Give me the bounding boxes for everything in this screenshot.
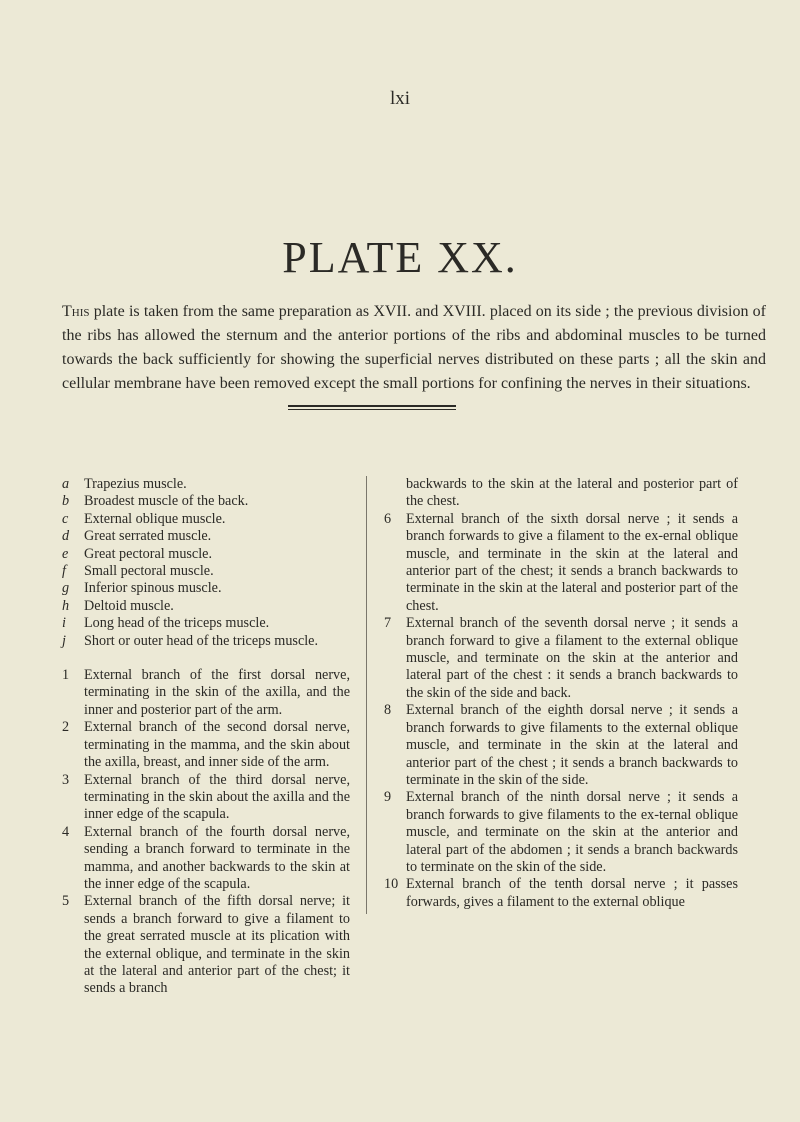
nerve-text: External branch of the second dorsal nerve, terminating in the mamma, and the skin about the axilla, breast, and inner side of the arm. (84, 719, 350, 771)
left-column (62, 476, 350, 998)
legend-key: h (62, 597, 70, 614)
double-rule-top (288, 405, 456, 407)
legend-key: j (62, 632, 66, 649)
legend-key: b (62, 493, 70, 510)
legend-item (62, 615, 350, 632)
legend-key: a (62, 476, 70, 492)
nerve-number: 1 (62, 667, 70, 684)
legend-key: i (62, 615, 66, 632)
legend-text: Deltoid muscle. (84, 597, 174, 614)
legend-item (62, 563, 350, 580)
nerve-number: 9 (384, 789, 392, 806)
nerve-text: External branch of the ninth dorsal nerve ; it sends a branch forwards to give filaments to the ex-ternal oblique muscle, and terminate on the skin at the anterior and lateral part of the abdomen ; it sends a branch backwards to terminate on the skin of the side. (406, 789, 738, 875)
nerve-number: 2 (62, 719, 70, 736)
legend-text: Great pectoral muscle. (84, 545, 213, 562)
continuation-text: backwards to the skin at the lateral and posterior part of the chest. (406, 476, 738, 510)
legend-key: f (62, 563, 66, 580)
legend-item (62, 580, 350, 597)
nerve-text: External branch of the tenth dorsal nerve ; it passes forwards, gives a filament to the external oblique (406, 876, 738, 910)
nerve-text: External branch of the fourth dorsal nerve, sending a branch forward to terminate in the mamma, and another backwards to the skin at the inner edge of the scapula. (84, 823, 350, 892)
intro-paragraph (62, 300, 766, 396)
nerve-number: 4 (62, 823, 70, 840)
double-rule-bottom (288, 409, 456, 410)
nerve-item (384, 789, 738, 876)
legend-text: Small pectoral muscle. (84, 563, 214, 580)
nerve-number: 5 (62, 893, 70, 910)
nerve-item (62, 719, 350, 771)
legend-item (62, 493, 350, 510)
nerve-text: External branch of the third dorsal nerve, terminating in the skin about the axilla and the inner edge of the scapula. (84, 771, 350, 823)
intro-lead: This (62, 303, 90, 320)
nerve-text: External branch of the sixth dorsal nerve ; it sends a branch forwards to give a filament to the ex-ernal oblique muscle, and terminate in the skin at the lateral and anterior part of the chest; it sends a branch backwards to terminate in the skin at the lateral and posterior part of the chest. (406, 510, 738, 614)
legend-text: Trapezius muscle. (84, 476, 187, 492)
right-column (384, 476, 738, 911)
nerve-number: 3 (62, 771, 70, 788)
page-number: lxi (389, 88, 411, 109)
nerve-item (62, 893, 350, 997)
nerve-item (62, 824, 350, 894)
legend-item (62, 476, 350, 493)
legend-text: External oblique muscle. (84, 510, 226, 527)
legend-item (62, 633, 350, 650)
legend-item (62, 511, 350, 528)
plate-title: PLATE XX. (282, 233, 518, 282)
legend-key: d (62, 528, 70, 545)
nerve-number: 7 (384, 615, 392, 632)
nerve-list-left (62, 667, 350, 998)
nerve-item (384, 511, 738, 615)
nerve-item (384, 615, 738, 702)
nerve-text: External branch of the seventh dorsal nerve ; it sends a branch forward to give a filament to the external oblique muscle, and terminate on the skin at the anterior and lateral part of the chest : it sends a branch backwards to the skin of the side and back. (406, 615, 738, 701)
legend-key: c (62, 510, 69, 527)
nerve-number: 8 (384, 702, 392, 719)
legend-key: g (62, 580, 70, 597)
column-divider (366, 476, 367, 914)
legend-text: Broadest muscle of the back. (84, 493, 249, 510)
legend-text: Short or outer head of the triceps muscle. (84, 632, 319, 649)
nerve-number: 10 (384, 876, 399, 893)
nerve-text: External branch of the eighth dorsal nerve ; it sends a branch forwards to give filaments to the external oblique muscle, and terminate in the skin at the lateral and anterior part of the chest ; it sends a branch backwards to terminate in the skin of the side. (406, 702, 738, 788)
legend-item (62, 528, 350, 545)
nerve-text: External branch of the fifth dorsal nerve; it sends a branch forward to give a filament to the great serrated muscle at its plication with the external oblique, and terminate in the skin at the lateral and anterior part of the chest; it sends a branch (84, 893, 350, 997)
nerve-number: 6 (384, 510, 392, 527)
legend-item (62, 598, 350, 615)
legend-text: Inferior spinous muscle. (84, 580, 222, 597)
legend-text: Great serrated muscle. (84, 528, 212, 545)
legend-text: Long head of the triceps muscle. (84, 615, 270, 632)
legend-item (62, 546, 350, 563)
legend-key: e (62, 545, 69, 562)
intro-text: plate is taken from the same preparation as XVII. and XVIII. placed on its side ; the previous division of the ribs has allowed the sternum and the anterior portions of the ribs and abdominal muscles to be turned towards the back sufficiently for showing the superficial nerves distributed on these parts ; all the skin and cellular membrane have been removed except the small portions for confining the nerves in their situations. (62, 303, 766, 392)
nerve-item (384, 702, 738, 789)
letter-legend (62, 476, 350, 650)
nerve-item (384, 876, 738, 911)
nerve-text: External branch of the first dorsal nerve, terminating in the skin of the axilla, and the inner and posterior part of the arm. (84, 667, 350, 718)
nerve-item (62, 667, 350, 719)
nerve-item (62, 772, 350, 824)
